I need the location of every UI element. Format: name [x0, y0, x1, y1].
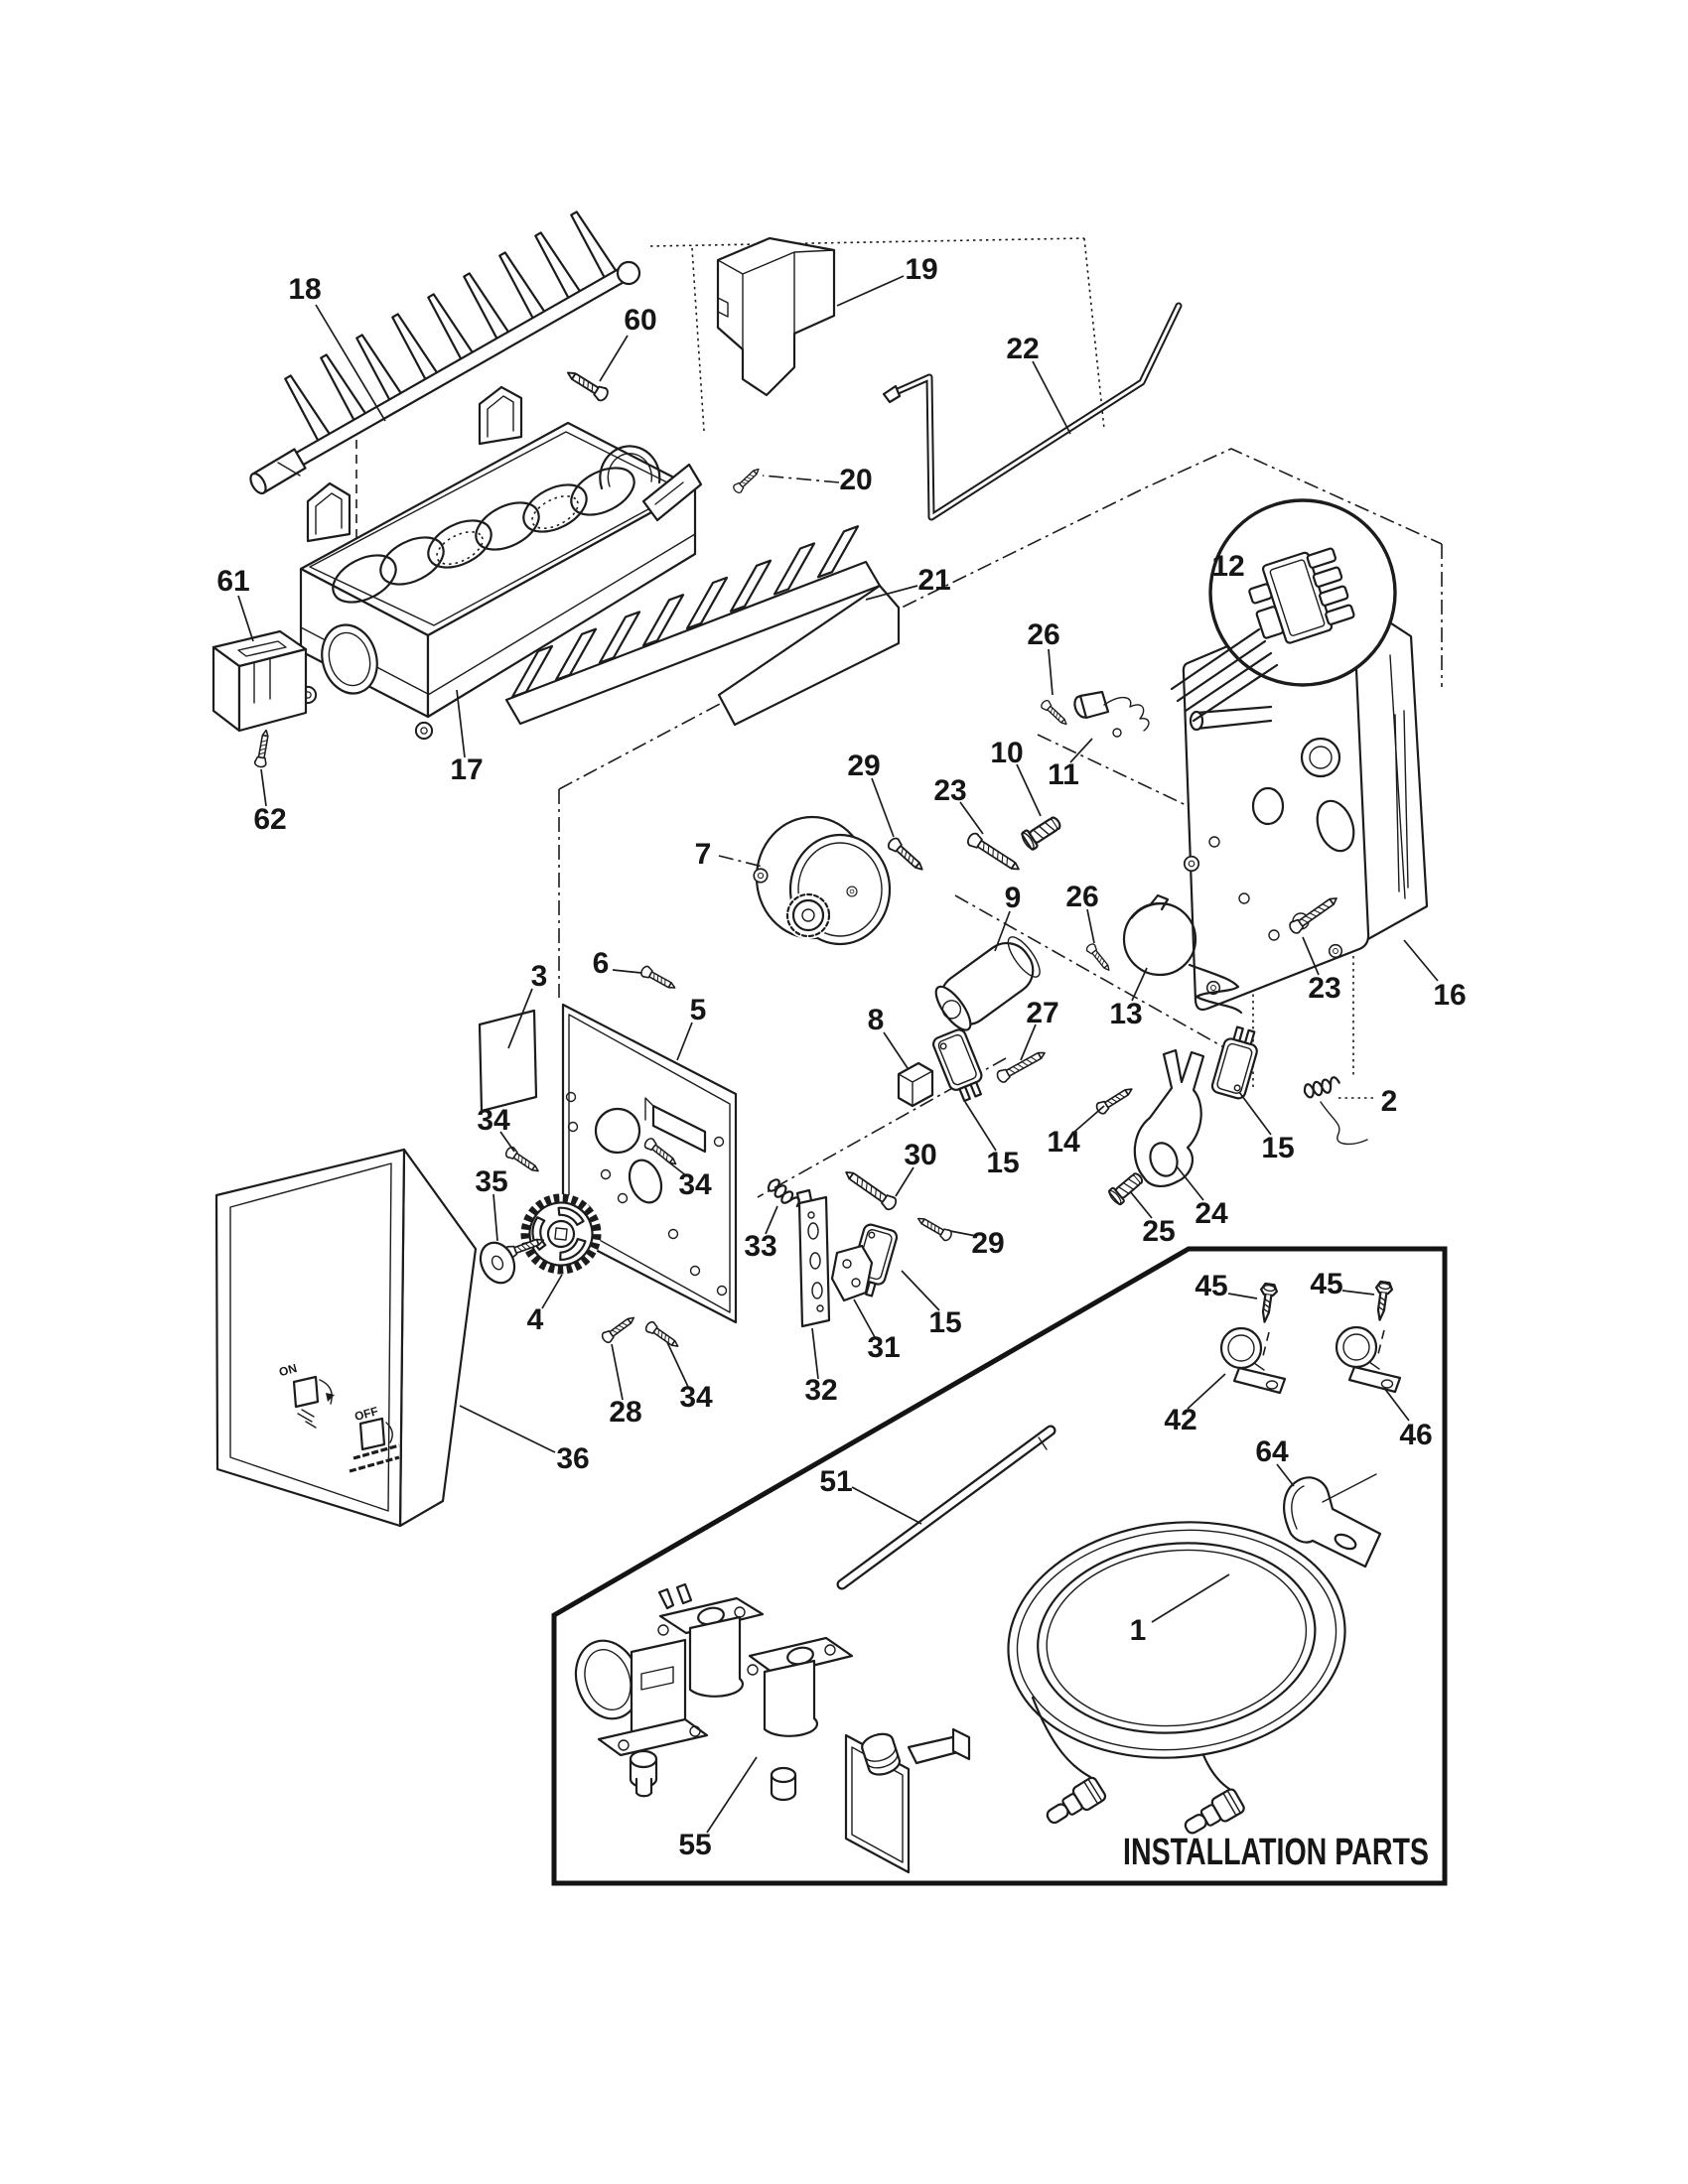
callout-26-b: 26	[1065, 881, 1099, 913]
callout-13: 13	[1109, 998, 1143, 1030]
callout-22: 22	[1006, 333, 1040, 365]
label-sticker-3	[480, 1011, 536, 1111]
callout-45-a: 45	[1195, 1270, 1228, 1302]
callout-12: 12	[1211, 550, 1245, 583]
callout-46: 46	[1399, 1419, 1433, 1451]
callout-11: 11	[1048, 758, 1079, 791]
cover-on-label: ON	[277, 1361, 299, 1380]
callout-30: 30	[904, 1139, 937, 1171]
callout-1: 1	[1129, 1614, 1147, 1647]
callout-35: 35	[475, 1165, 508, 1198]
callout-29-a: 29	[847, 750, 881, 782]
callout-10: 10	[990, 737, 1024, 769]
callout-64: 64	[1255, 1435, 1289, 1468]
callout-15-a: 15	[928, 1306, 962, 1339]
callout-6: 6	[592, 947, 610, 980]
callout-9: 9	[1004, 882, 1022, 914]
callout-7: 7	[694, 838, 712, 871]
callout-23-a: 23	[933, 774, 967, 807]
callout-60: 60	[624, 304, 657, 337]
callout-62: 62	[253, 803, 287, 836]
callout-16: 16	[1433, 979, 1467, 1012]
callout-29-b: 29	[971, 1227, 1005, 1260]
installation-parts-title: INSTALLATION PARTS	[1123, 1832, 1429, 1873]
callout-23-b: 23	[1308, 972, 1341, 1005]
callout-34-a: 34	[477, 1104, 510, 1137]
callout-36: 36	[556, 1442, 590, 1475]
callout-8: 8	[867, 1004, 885, 1036]
callout-28: 28	[609, 1396, 642, 1429]
callout-45-b: 45	[1310, 1268, 1343, 1300]
callout-55: 55	[678, 1829, 712, 1861]
callout-15-c: 15	[1261, 1132, 1295, 1164]
callout-25: 25	[1142, 1215, 1176, 1248]
callout-27: 27	[1026, 997, 1059, 1029]
cover-off-label: OFF	[352, 1404, 380, 1425]
callout-24: 24	[1195, 1197, 1228, 1230]
front-cover	[216, 1150, 476, 1526]
callout-34-b: 34	[678, 1168, 712, 1201]
callout-42: 42	[1164, 1404, 1197, 1436]
bracket-strip-32	[797, 1190, 829, 1326]
callout-31: 31	[867, 1331, 901, 1364]
callout-17: 17	[450, 753, 484, 786]
callout-34-c: 34	[679, 1381, 713, 1414]
mounting-bracket-61	[213, 631, 306, 731]
callout-33: 33	[744, 1230, 777, 1263]
callout-20: 20	[839, 464, 873, 496]
callout-14: 14	[1047, 1126, 1080, 1159]
callout-2: 2	[1380, 1085, 1398, 1118]
callout-19: 19	[905, 253, 938, 286]
callout-51: 51	[819, 1465, 853, 1498]
callout-4: 4	[526, 1303, 544, 1336]
callout-18: 18	[288, 273, 322, 306]
callout-26-a: 26	[1027, 618, 1060, 651]
callout-61: 61	[216, 565, 250, 598]
callout-32: 32	[804, 1374, 838, 1407]
callout-15-b: 15	[986, 1147, 1020, 1179]
callout-5: 5	[689, 994, 707, 1026]
callout-21: 21	[917, 564, 951, 597]
callout-3: 3	[530, 960, 548, 993]
